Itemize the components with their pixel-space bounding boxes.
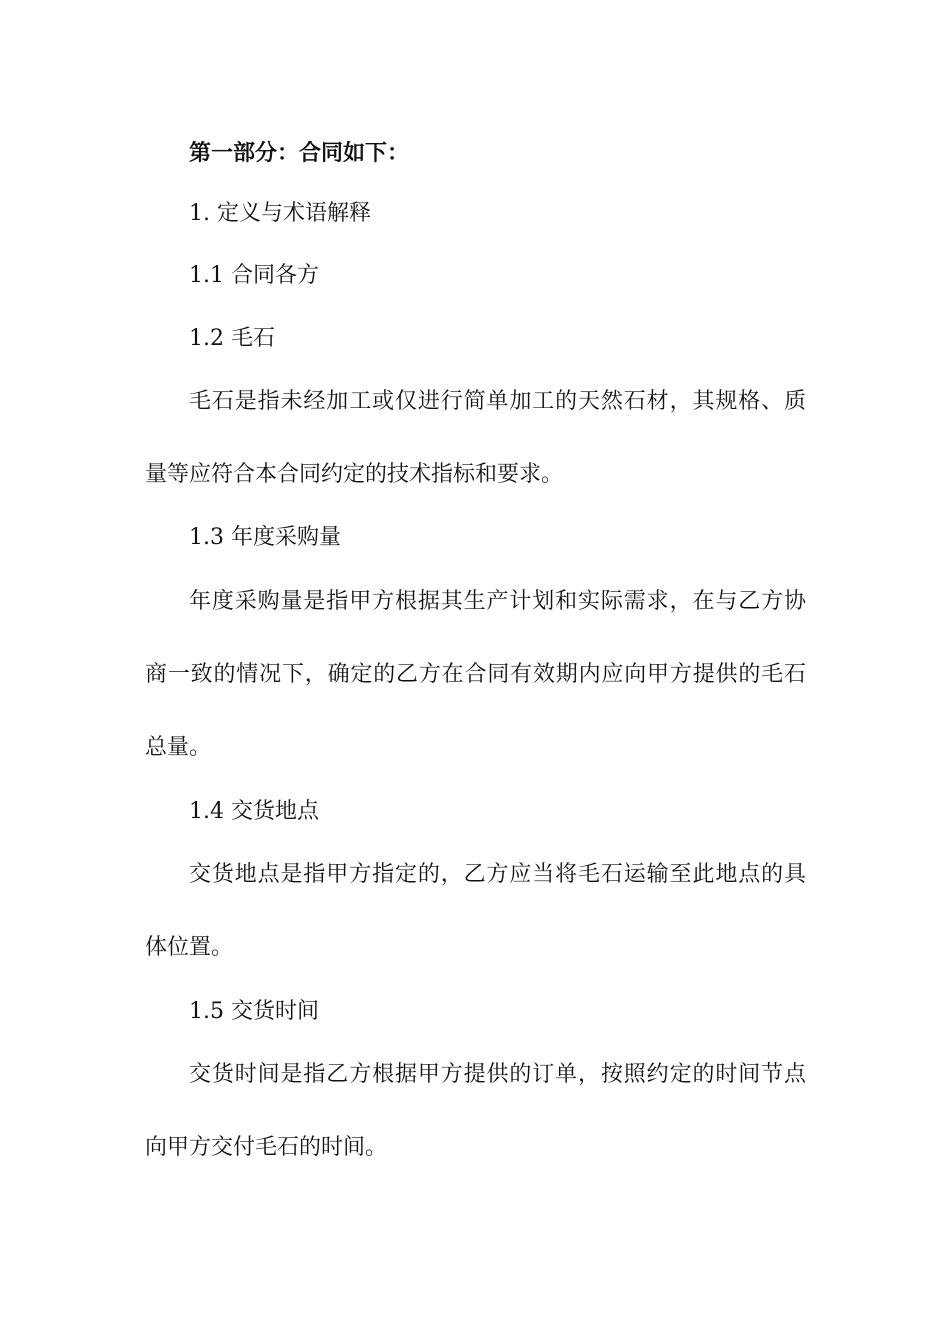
para-1-4-line-1: 交货地点是指甲方指定的，乙方应当将毛石运输至此地点的具 xyxy=(189,862,806,887)
para-1-3-line-3: 总量。 xyxy=(145,735,212,760)
section-1-title: 1. 定义与术语解释 xyxy=(189,201,371,226)
para-1-2-line-1: 毛石是指未经加工或仅进行简单加工的天然石材，其规格、质 xyxy=(189,389,806,414)
section-1-1-title: 1.1 合同各方 xyxy=(189,263,319,288)
para-1-3-line-2: 商一致的情况下，确定的乙方在合同有效期内应向甲方提供的毛石 xyxy=(145,662,806,687)
para-1-2-line-2: 量等应符合本合同约定的技术指标和要求。 xyxy=(145,462,564,487)
section-1-2-title: 1.2 毛石 xyxy=(189,326,275,351)
section-1-5-title: 1.5 交货时间 xyxy=(189,999,319,1024)
para-1-3-line-1: 年度采购量是指甲方根据其生产计划和实际需求，在与乙方协 xyxy=(189,589,806,614)
section-1-4-title: 1.4 交货地点 xyxy=(189,799,319,824)
para-1-5-line-2: 向甲方交付毛石的时间。 xyxy=(145,1135,388,1160)
para-1-4-line-2: 体位置。 xyxy=(145,935,234,960)
section-1-3-title: 1.3 年度采购量 xyxy=(189,525,341,550)
part-heading: 第一部分：合同如下： xyxy=(189,140,410,166)
para-1-5-line-1: 交货时间是指乙方根据甲方提供的订单，按照约定的时间节点 xyxy=(189,1062,806,1087)
